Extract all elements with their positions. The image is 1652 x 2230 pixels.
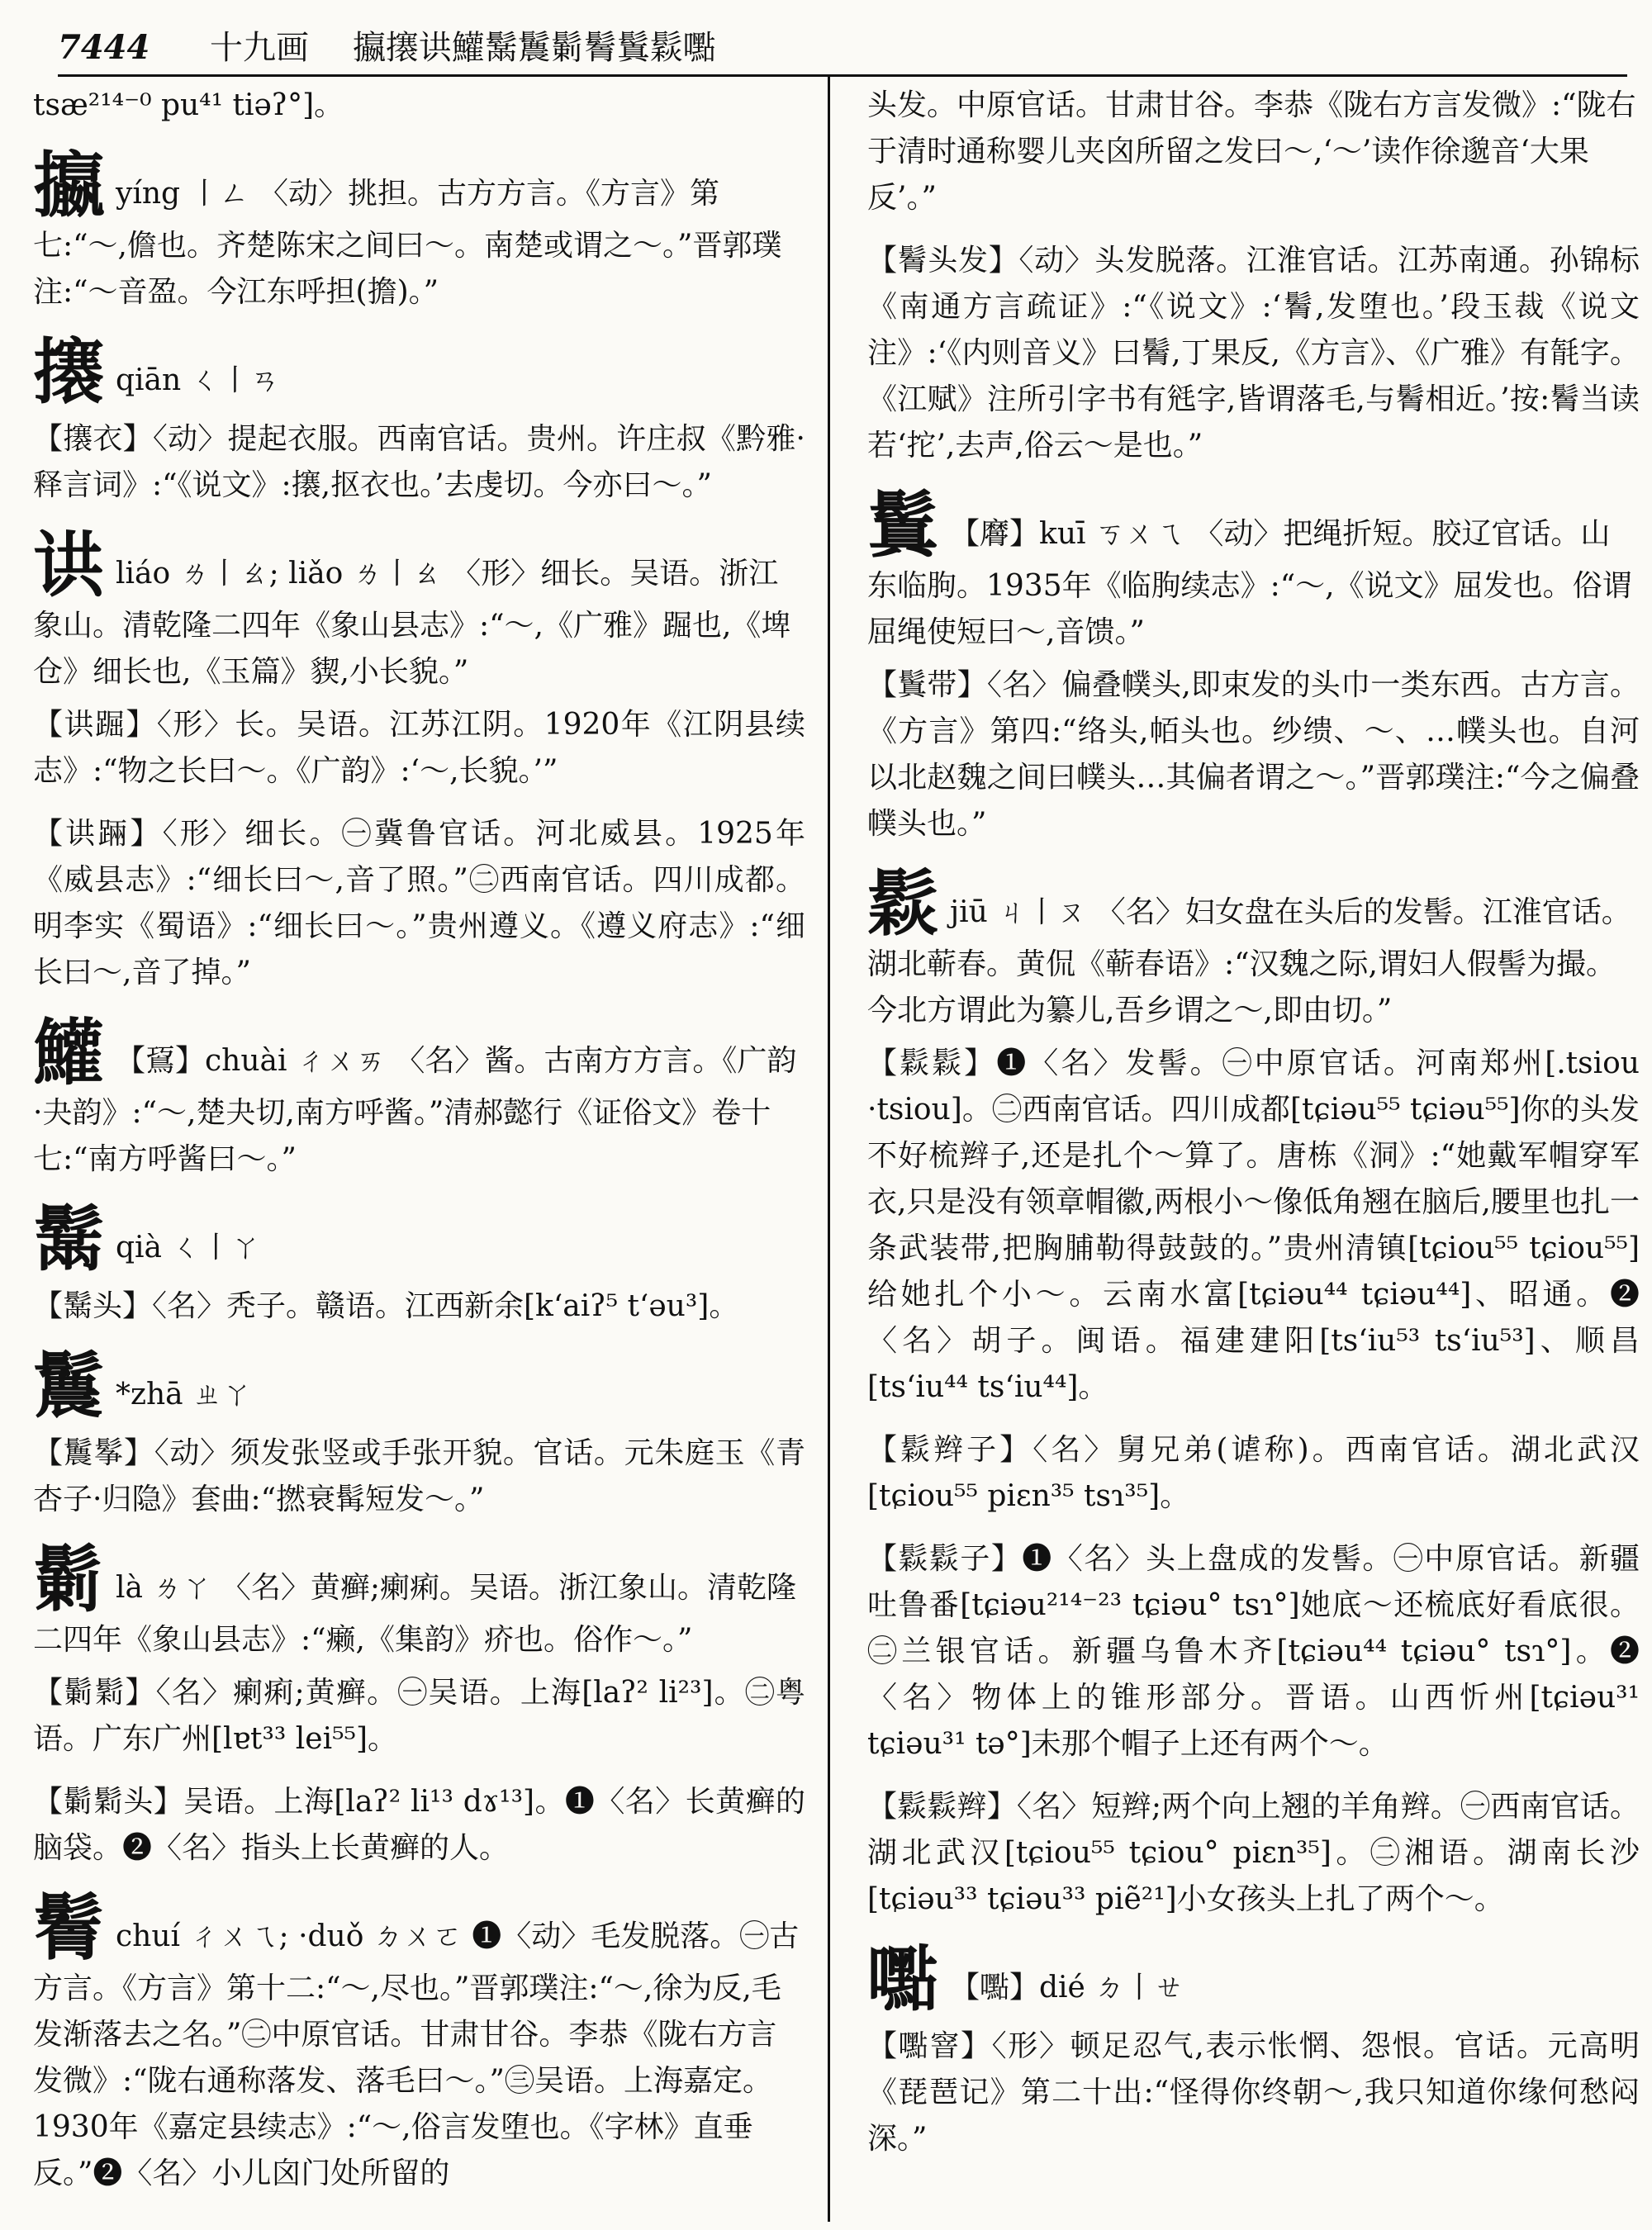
headword-definition: 【䲾】chuài ㄔㄨㄞ 〈名〉酱。古南方方言。《广韵·夬韵》:“～,楚夬切,南方呼酱。”清郝懿行《证俗文》卷十七:“南方呼酱曰～。” (33, 1044, 797, 1176)
sub-entry: 【嚸窨】〈形〉顿足忍气,表示怅惘、怨恨。官话。元高明《琵琶记》第二十出:“怪得你终朝～,我只知道你缘何愁闷深。” (867, 2029, 1640, 2156)
column-divider (828, 74, 830, 2222)
sub-entry: 【鬎鬁头】吴语。上海[laʔ² li¹³ dɤ¹³]。❶〈名〉长黄癣的脑袋。❷〈名〉指头上长黄癣的人。 (33, 1785, 805, 1865)
headword-character: 鬞 (33, 1345, 104, 1428)
headword-character: 攍 (33, 144, 104, 227)
sub-entry: 【鬗头】〈名〉秃子。赣语。江西新余[k‘aiʔ⁵ t‘əu³]。 (33, 1289, 739, 1323)
headword-character: 鬎 (33, 1538, 104, 1621)
headword-character: 鬗 (33, 1198, 104, 1281)
headword-entry (867, 862, 1640, 1034)
headword-definition: 【䯢】kuī ㄎㄨㄟ 〈动〉把绳折短。胶辽官话。山东临朐。1935年《临朐续志》:“～,《说文》屈发也。俗谓屈绳使短曰～,音馈。” (867, 517, 1632, 649)
headword-character: 鬏 (867, 862, 938, 946)
headword-definition: qiān ㄑ丨ㄢ (116, 363, 280, 397)
page-number: 7444 (58, 28, 150, 67)
continued-text: 头发。中原官话。甘肃甘谷。李恭《陇右方言发微》:“陇右于清时通称婴儿夹囟所留之发曰～,‘～’读作徐邈音‘大果反’。” (867, 88, 1636, 215)
headword-definition: jiū ㄐ丨ㄡ 〈名〉妇女盘在头后的发髻。江淮官话。湖北蕲春。黄侃《蕲春语》:“汉魏之际,谓妇人假髻为撮。今北方谓此为纂儿,吾乡谓之～,即由切。” (867, 895, 1631, 1027)
headword-character: 鬒 (867, 484, 938, 567)
headword-entry (33, 1198, 805, 1281)
sub-entry: 【鬌头发】〈动〉头发脱落。江淮官话。江苏南通。孙锦标《南通方言疏证》:“《说文》:‘鬌,发堕也。’段玉裁《说文注》:‘《内则音义》曰鬌,丁果反,《方言》、《广雅》有毻字。《江赋》注所引字书有毤字,皆谓落毛,与鬌相近。’按:鬌当读若‘拕’,去声,俗云～是也。” (867, 244, 1640, 463)
headword-definition: qià ㄑ丨ㄚ (116, 1231, 261, 1264)
right-column (867, 83, 1640, 2222)
sub-entry: 【鬒带】〈名〉偏叠幞头,即束发的头巾一类东西。古方言。《方言》第四:“络头,帞头也。纱缋、～、…幞头也。自河以北赵魏之间曰幞头…其偏者谓之～。”晋郭璞注:“今之偏叠幞头也。” (867, 668, 1640, 841)
headword-definition: yíng 丨ㄥ 〈动〉挑担。古方方言。《方言》第七:“～,儋也。齐楚陈宋之间曰～。南楚或谓之～。”晋郭璞注:“～音盈。今江东呼担(擔)。” (33, 177, 782, 309)
sub-entry: 【攐衣】〈动〉提起衣服。西南官话。贵州。许庄叔《黔雅·释言词》:“《说文》:攐,抠衣也。’去虔切。今亦曰～。” (33, 422, 805, 502)
headword-entry (867, 484, 1640, 656)
headword-entry (33, 1538, 805, 1663)
headword-definition: liáo ㄌ丨ㄠ; liǎo ㄌ丨ㄠ 〈形〉细长。吴语。浙江象山。清乾隆二四年《象山县志》:“～,《广雅》䠇也,《埤仓》细长也,《玉篇》䝟,小长貌。” (33, 557, 791, 689)
headword-character: 攐 (33, 330, 104, 414)
left-column (33, 83, 805, 2222)
headword-entry (33, 144, 805, 316)
header-rule (58, 74, 1627, 77)
headword-entry (33, 1886, 805, 2197)
headword-entry (33, 330, 805, 414)
headword-definition: là ㄌㄚ 〈名〉黄癣;瘌痢。吴语。浙江象山。清乾隆二四年《象山县志》:“癞,《集韵》疥也。俗作～。” (33, 1571, 796, 1657)
headword-character: 嚸 (867, 1938, 938, 2021)
headword-definition: chuí ㄔㄨㄟ; ·duǒ ㄉㄨㄛ ❶〈动〉毛发脱落。㊀古方言。《方言》第十二:“～,尽也。”晋郭璞注:“～,徐为反,毛发渐落去之名。”㊁中原官话。甘肃甘谷。李恭《陇右方言发微》:“陇右通称落发、落毛曰～。”㊂吴语。上海嘉定。1930年《嘉定县续志》:“～,俗言发堕也。《字林》直垂反。”❷〈名〉小儿囟门处所留的 (33, 1919, 800, 2190)
headword-definition: 【嚸】dié ㄉ丨ㄝ (950, 1971, 1184, 2005)
headword-character: 鱹 (33, 1011, 104, 1094)
sub-entry: 【鬏鬏】❶〈名〉发髻。㊀中原官话。河南郑州[.tsiou ·tsiou]。㊁西南官话。四川成都[tɕiəu⁵⁵ tɕiəu⁵⁵]你的头发不好梳辫子,还是扎个～算了。唐栋《洞》:“她戴军帽穿军衣,只是没有领章帽徽,两根小～像低角翘在脑后,腰里也扎一条武装带,把胸脯勒得鼓鼓的。”贵州清镇[tɕiou⁵⁵ tɕiou⁵⁵]给她扎个小～。云南水富[tɕiəu⁴⁴ tɕiəu⁴⁴]、昭通。❷〈名〉胡子。闽语。福建建阳[ts‘iu⁵³ ts‘iu⁵³]、顺昌[ts‘iu⁴⁴ ts‘iu⁴⁴]。 (867, 1046, 1640, 1404)
header-characters: 攍攐䜤鱹鬗鬞鬎鬌鬒鬏嚸 (352, 29, 716, 67)
headword-entry (33, 1011, 805, 1183)
page-header (58, 23, 1627, 73)
headword-character: 䜤 (33, 524, 104, 607)
headword-entry (867, 1938, 1640, 2021)
continued-text: tsæ²¹⁴⁻⁰ pu⁴¹ tiəʔ°]。 (33, 88, 344, 122)
sub-entry: 【鬏鬏子】❶〈名〉头上盘成的发髻。㊀中原官话。新疆吐鲁番[tɕiəu²¹⁴⁻²³ tɕiəu° tsɿ°]她底～还梳底好看底很。㊁兰银官话。新疆乌鲁木齐[tɕiəu⁴⁴ tɕiəu° tsɿ°]。❷〈名〉物体上的锥形部分。晋语。山西忻州[tɕiəu³¹ tɕiəu³¹ tə°]未那个帽子上还有两个～。 (867, 1542, 1640, 1761)
sub-entry: 【䜤䠃】〈形〉细长。㊀冀鲁官话。河北威县。1925年《威县志》:“细长曰～,音了照。”㊁西南官话。四川成都。明李实《蜀语》:“细长曰～。”贵州遵义。《遵义府志》:“细长曰～,音了掉。” (33, 817, 805, 989)
headword-entry (33, 1345, 805, 1428)
headword-character: 鬌 (33, 1886, 104, 1970)
sub-entry: 【鬏鬏辫】〈名〉短辫;两个向上翘的羊角辫。㊀西南官话。湖北武汉[tɕiou⁵⁵ tɕiou° piɛn³⁵]。㊁湘语。湖南长沙[tɕiəu³³ tɕiəu³³ piẽ²¹]小女孩头上扎了两个～。 (867, 1790, 1640, 1916)
headword-entry (33, 524, 805, 695)
sub-entry: 【鬎鬁】〈名〉瘌痢;黄癣。㊀吴语。上海[laʔ² li²³]。㊁粤语。广东广州[lɐt³³ lei⁵⁵]。 (33, 1676, 805, 1756)
headword-definition: *zhā ㄓㄚ (116, 1378, 253, 1412)
sub-entry: 【鬞鬇】〈动〉须发张竖或手张开貌。官话。元朱庭玉《青杏子·归隐》套曲:“撚衰髯短发～。” (33, 1436, 805, 1516)
sub-entry: 【䜤䠇】〈形〉长。吴语。江苏江阴。1920年《江阴县续志》:“物之长曰～。《广韵》:‘～,长貌。’” (33, 708, 805, 788)
sub-entry: 【鬏辫子】〈名〉舅兄弟(谑称)。西南官话。湖北武汉[tɕiou⁵⁵ piɛn³⁵ tsɿ³⁵]。 (867, 1433, 1640, 1513)
stroke-section: 十九画 (210, 29, 310, 67)
